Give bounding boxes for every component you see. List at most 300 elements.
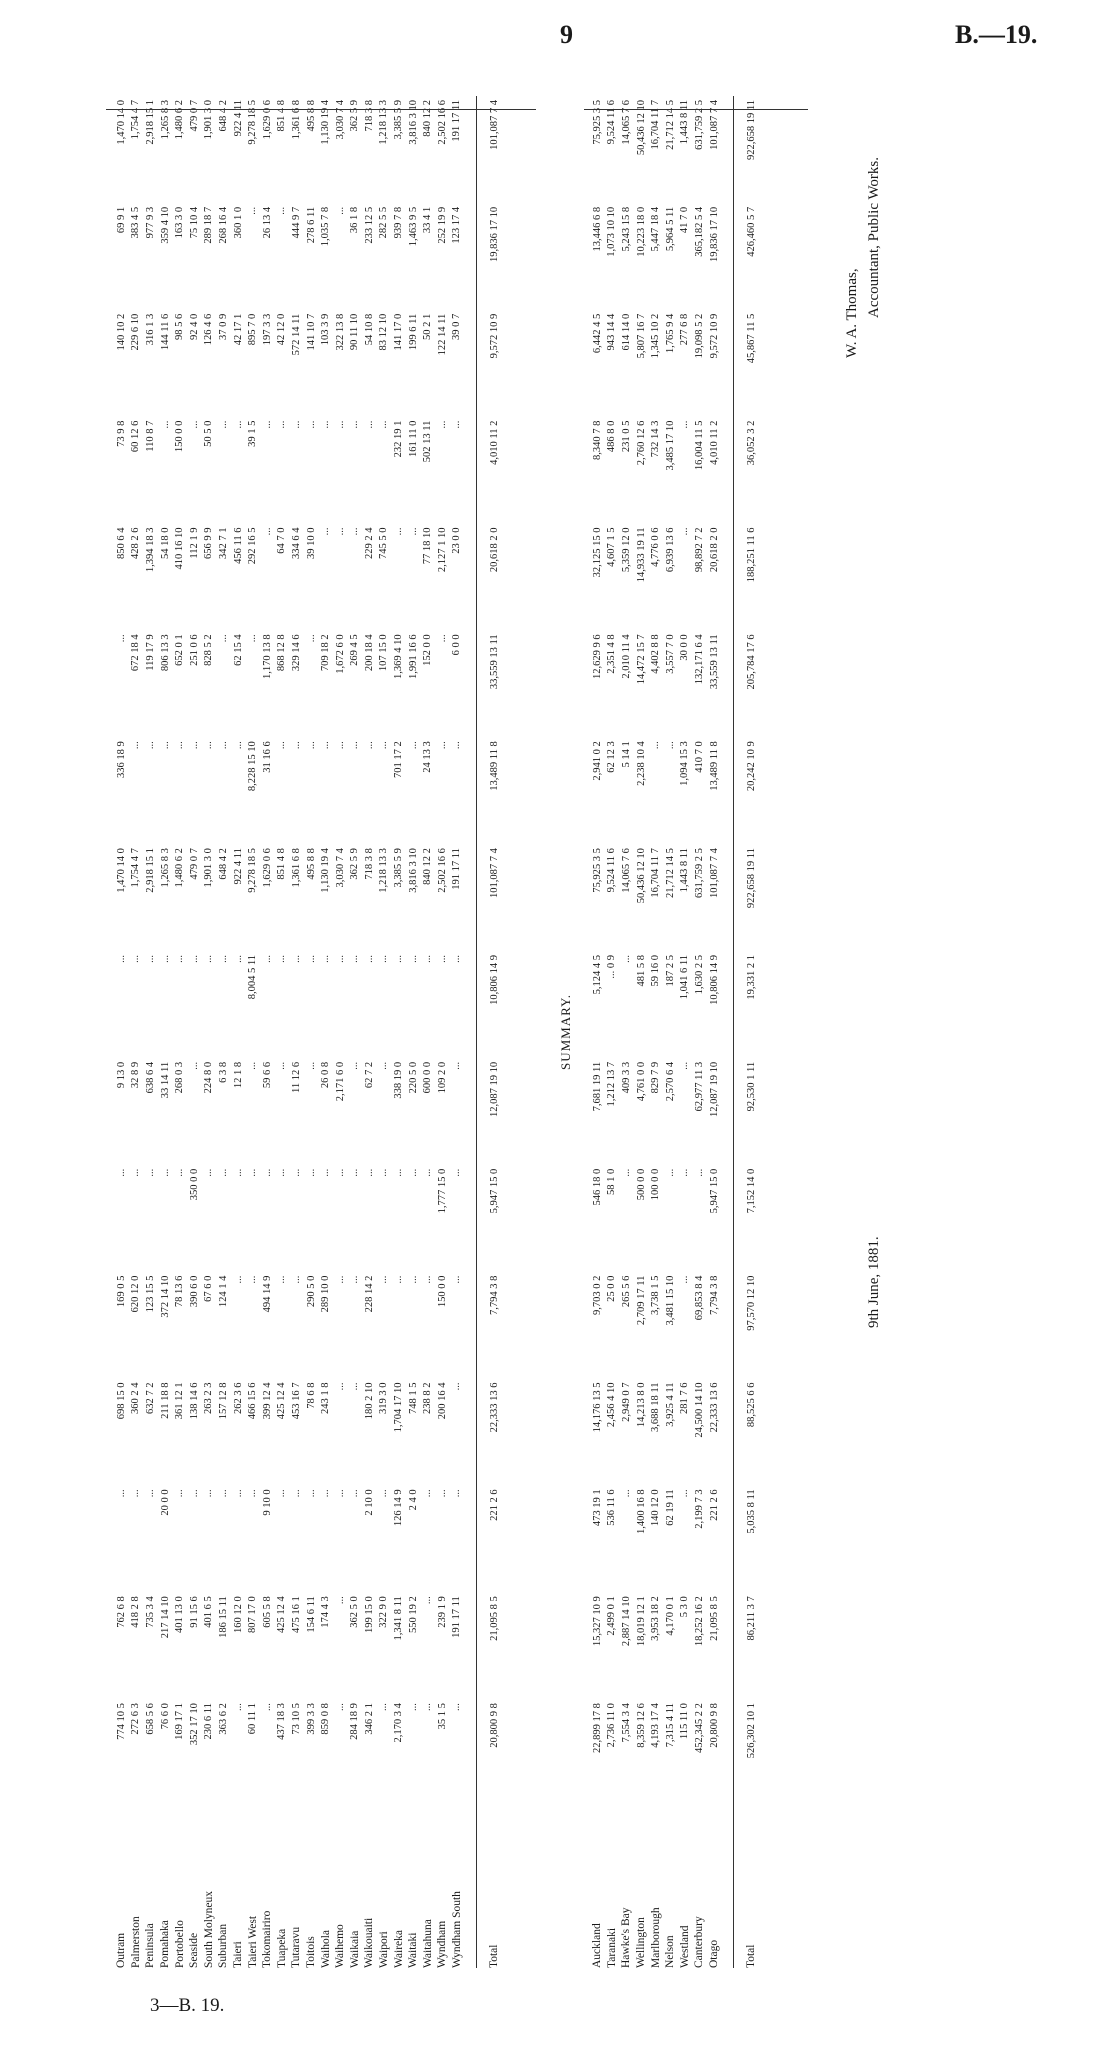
table-cell: 5,807 16 7 xyxy=(635,313,647,359)
table-cell: ... xyxy=(334,1703,346,1711)
table-cell: 73 10 5 xyxy=(290,1703,302,1735)
table-cell: 550 19 2 xyxy=(407,1596,419,1633)
table-cell: 4,010 11 2 xyxy=(488,420,500,465)
table-cell: ... xyxy=(349,955,361,963)
table-cell: ... xyxy=(422,1275,434,1284)
table-cell: 122 14 11 xyxy=(436,313,448,356)
page-reference: B.—19. xyxy=(955,20,1038,49)
table-cell: 98 5 6 xyxy=(174,313,186,340)
table-cell: 851 4 8 xyxy=(276,848,288,880)
table-cell: ... xyxy=(664,1168,676,1177)
table-cell: 939 7 8 xyxy=(393,206,405,239)
district-row xyxy=(420,96,435,1968)
table-cell: 191 17 11 xyxy=(451,848,463,890)
summary-row xyxy=(605,96,620,1968)
table-cell: ... xyxy=(378,955,390,963)
table-cell: 2,918 15 1 xyxy=(144,100,156,145)
district-row xyxy=(260,96,275,1968)
table-cell: 6 0 0 xyxy=(451,634,463,656)
table-cell: 3,030 7 4 xyxy=(334,848,346,888)
table-cell: 1,991 16 6 xyxy=(407,634,419,679)
row-label: Waitaki xyxy=(407,1932,420,1968)
table-cell: 4,193 17 4 xyxy=(650,1703,662,1748)
table-cell: 2,199 7 3 xyxy=(693,1489,705,1529)
table-cell: 418 2 8 xyxy=(130,1596,142,1628)
table-cell: 92 4 0 xyxy=(188,313,200,340)
table-cell: 709 18 2 xyxy=(320,634,332,672)
table-cell: 2,499 0 1 xyxy=(606,1596,618,1636)
district-row xyxy=(406,96,421,1968)
table-cell: 31 16 6 xyxy=(261,741,273,773)
table-cell: ... xyxy=(664,741,676,750)
table-cell: 428 2 6 xyxy=(130,527,142,559)
table-cell: 350 0 0 xyxy=(188,1168,200,1201)
table-cell: 437 18 3 xyxy=(276,1703,288,1740)
table-cell: 828 5 2 xyxy=(203,634,215,666)
table-cell: ... xyxy=(320,1168,332,1177)
table-cell: 546 18 0 xyxy=(591,1168,603,1206)
table-cell: ... xyxy=(679,420,691,429)
page-number: 9 xyxy=(560,20,573,49)
table-cell: 26 0 8 xyxy=(320,1061,332,1089)
table-cell: 7,794 3 8 xyxy=(488,1275,500,1315)
table-cell: 39 0 7 xyxy=(451,313,463,340)
table-cell: ... xyxy=(217,1168,229,1177)
table-cell: ... xyxy=(334,955,346,963)
table-cell: 50 5 0 xyxy=(203,420,215,447)
table-cell: 13,489 11 8 xyxy=(708,741,720,791)
table-cell: 6,442 4 5 xyxy=(591,313,603,354)
table-cell: 473 19 1 xyxy=(591,1489,603,1527)
row-label: South Molyneux xyxy=(202,1891,215,1968)
table-cell: 648 4 2 xyxy=(217,848,229,880)
table-cell: 322 9 0 xyxy=(378,1596,390,1628)
table-cell: ... xyxy=(159,420,171,429)
row-label: Waireka xyxy=(392,1929,405,1968)
rotated-page xyxy=(96,96,1006,1968)
table-cell: 109 2 0 xyxy=(436,1061,448,1094)
table-cell: ... xyxy=(422,1489,434,1498)
table-cell: 229 6 10 xyxy=(130,313,142,351)
district-row xyxy=(129,96,144,1968)
table-cell: ... xyxy=(349,1168,361,1177)
table-cell: 620 12 0 xyxy=(130,1275,142,1313)
table-cell: 14,472 15 7 xyxy=(635,634,647,685)
table-cell: 101,087 7 4 xyxy=(488,848,500,898)
table-cell: ... xyxy=(174,1489,186,1498)
table-cell: ... xyxy=(247,206,259,215)
table-cell: 2,502 16 6 xyxy=(436,848,448,893)
district-row xyxy=(216,96,231,1968)
table-cell: 672 18 4 xyxy=(130,634,142,672)
table-cell: ... xyxy=(203,1489,215,1498)
table-cell: 1,218 13 3 xyxy=(378,848,390,893)
table-cell: 7,152 14 0 xyxy=(745,1168,757,1214)
table-cell: 13,446 6 8 xyxy=(591,206,603,252)
table-cell: ... xyxy=(232,1168,244,1177)
table-cell: 3,688 18 11 xyxy=(650,1382,662,1432)
table-cell: 5,447 18 4 xyxy=(650,206,662,252)
table-cell: 5 3 0 xyxy=(679,1596,691,1618)
table-cell: 4,010 11 2 xyxy=(708,420,720,465)
table-cell: ... xyxy=(159,955,171,963)
table-cell: ... xyxy=(378,1703,390,1711)
table-cell: 362 5 0 xyxy=(349,1596,361,1628)
table-cell: 1,130 19 4 xyxy=(320,848,332,893)
table-cell: 1,443 8 11 xyxy=(679,848,691,893)
table-cell: 322 13 8 xyxy=(334,313,346,351)
table-cell: ... xyxy=(422,1596,434,1605)
table-cell: 229 2 4 xyxy=(363,527,375,559)
table-cell: 9,524 11 6 xyxy=(606,100,618,145)
table-cell: 1,470 14 0 xyxy=(115,100,127,145)
row-label: Pomahaka xyxy=(159,1920,172,1968)
table-cell: 272 6 3 xyxy=(130,1703,142,1735)
table-cell: ... xyxy=(436,634,448,643)
table-cell: 456 11 6 xyxy=(232,527,244,564)
table-cell: ... xyxy=(305,1168,317,1177)
table-cell: 475 16 1 xyxy=(290,1596,302,1633)
table-cell: 3,738 1 5 xyxy=(650,1275,662,1315)
district-row xyxy=(187,96,202,1968)
table-cell: 39 10 0 xyxy=(305,527,317,559)
table-cell: 9,703 0 2 xyxy=(591,1275,603,1315)
table-cell: 238 8 2 xyxy=(422,1382,434,1414)
table-cell: 54 10 8 xyxy=(363,313,375,346)
table-cell: ... xyxy=(679,1489,691,1498)
table-cell: ... xyxy=(334,1489,346,1498)
table-cell: 37 0 9 xyxy=(217,313,229,340)
row-label: Total xyxy=(745,1944,758,1968)
table-cell: 10,223 18 0 xyxy=(635,206,647,257)
table-cell: 231 0 5 xyxy=(620,420,632,453)
table-cell: 126 4 6 xyxy=(203,313,215,346)
table-cell: 346 2 1 xyxy=(363,1703,375,1735)
table-cell: 605 5 8 xyxy=(261,1596,273,1628)
table-cell: 45,867 11 5 xyxy=(745,313,757,364)
table-cell: 115 11 0 xyxy=(679,1703,691,1740)
table-cell: ... xyxy=(422,1703,434,1711)
table-cell: ... xyxy=(349,1382,361,1391)
table-cell: 21,712 14 5 xyxy=(664,848,676,898)
table-cell: 701 17 2 xyxy=(393,741,405,778)
table-cell: 18,252 16 2 xyxy=(693,1596,705,1647)
table-cell: ... xyxy=(451,1168,463,1177)
table-cell: 479 0 7 xyxy=(188,848,200,880)
table-cell: 2,127 1 10 xyxy=(436,527,448,573)
table-cell: ... xyxy=(276,206,288,215)
table-cell: 1,480 6 2 xyxy=(174,848,186,888)
table-cell: 62 12 3 xyxy=(606,741,618,773)
table-cell: 2,010 11 4 xyxy=(620,634,632,679)
table-cell: 50,436 12 10 xyxy=(635,100,647,156)
table-cell: 1,672 6 0 xyxy=(334,634,346,674)
table-cell: 21,712 14 5 xyxy=(664,100,676,150)
row-label: Hawke's Bay xyxy=(620,1907,633,1968)
row-label: Wellington xyxy=(635,1917,648,1968)
table-cell: 19,331 2 1 xyxy=(745,955,757,1000)
table-cell: 123 15 5 xyxy=(144,1275,156,1313)
table-cell: 60 11 1 xyxy=(247,1703,259,1735)
district-row xyxy=(348,96,363,1968)
table-cell: 26 13 4 xyxy=(261,206,273,239)
table-cell: 807 17 0 xyxy=(247,1596,259,1633)
table-cell: 30 0 0 xyxy=(679,634,691,661)
table-cell: ... xyxy=(378,1061,390,1070)
table-cell: ... xyxy=(232,1489,244,1498)
table-cell: 600 0 0 xyxy=(422,1061,434,1094)
district-row xyxy=(391,96,406,1968)
table-cell: ... xyxy=(217,1489,229,1498)
table-cell: 119 17 9 xyxy=(144,634,156,671)
table-cell: 859 0 8 xyxy=(320,1703,332,1735)
summary-total-row xyxy=(733,96,762,1968)
table-cell: ... xyxy=(188,1489,200,1498)
row-label: Tutaravu xyxy=(290,1926,303,1968)
table-cell: ... xyxy=(334,527,346,536)
table-cell: 383 4 5 xyxy=(130,206,142,239)
table-cell: 1,218 13 3 xyxy=(378,100,390,145)
table-cell: 1,265 8 3 xyxy=(159,100,171,140)
table-cell: 745 5 0 xyxy=(378,527,390,559)
table-cell: ... xyxy=(261,420,273,429)
table-cell: 62 7 2 xyxy=(363,1061,375,1089)
table-cell: 20 0 0 xyxy=(159,1489,171,1516)
table-cell: ... xyxy=(276,1168,288,1177)
table-cell: 78 13 6 xyxy=(174,1275,186,1308)
table-cell: 9 10 0 xyxy=(261,1489,273,1516)
table-cell: 4,607 1 5 xyxy=(606,527,618,567)
table-cell: ... xyxy=(261,1168,273,1177)
table-cell: ... xyxy=(188,955,200,963)
table-cell: 494 14 9 xyxy=(261,1275,273,1313)
table-cell: ... xyxy=(320,527,332,536)
table-cell: 289 18 7 xyxy=(203,206,215,244)
table-cell: 268 16 4 xyxy=(217,206,229,244)
row-label: Taranaki xyxy=(605,1927,618,1968)
table-cell: ... xyxy=(451,1489,463,1498)
table-cell: 42 17 1 xyxy=(232,313,244,346)
table-cell: ... xyxy=(247,1275,259,1284)
district-row xyxy=(245,96,260,1968)
table-cell: 1,341 8 11 xyxy=(393,1596,405,1641)
table-cell: 39 1 5 xyxy=(247,420,259,447)
table-cell: 3,925 4 11 xyxy=(664,1382,676,1427)
table-cell: 9,278 18 5 xyxy=(247,100,259,145)
table-cell: ... xyxy=(334,1168,346,1177)
table-cell: 197 3 3 xyxy=(261,313,273,346)
table-cell: ... xyxy=(276,741,288,750)
table-cell: 90 11 10 xyxy=(349,313,361,351)
table-cell: 7,554 3 4 xyxy=(620,1703,632,1743)
summary-table xyxy=(590,96,762,1968)
table-cell: 14,065 7 6 xyxy=(620,100,632,145)
table-cell: 8,340 7 8 xyxy=(591,420,603,460)
table-cell: 14,933 19 11 xyxy=(635,527,647,583)
table-cell: 8,359 12 6 xyxy=(635,1703,647,1748)
table-cell: 16,704 11 7 xyxy=(650,848,662,898)
table-cell: 1,754 4 7 xyxy=(130,100,142,140)
table-cell: 150 0 0 xyxy=(436,1275,448,1308)
footer-date: 9th June, 1881. xyxy=(866,1236,882,1328)
table-cell: 221 2 6 xyxy=(488,1489,500,1521)
table-cell: 399 12 4 xyxy=(261,1382,273,1420)
district-total-row xyxy=(476,96,505,1968)
table-cell: 243 1 8 xyxy=(320,1382,332,1414)
summary-row xyxy=(648,96,663,1968)
table-cell: 3,481 15 10 xyxy=(664,1275,676,1326)
table-cell: ... xyxy=(247,1168,259,1177)
district-row xyxy=(172,96,187,1968)
table-cell: 13,489 11 8 xyxy=(488,741,500,791)
table-cell: 59 16 0 xyxy=(650,955,662,987)
table-cell: 58 1 0 xyxy=(606,1168,618,1195)
table-cell: 338 19 0 xyxy=(393,1061,405,1099)
table-cell: 112 1 9 xyxy=(188,527,200,559)
footer-title: Accountant, Public Works. xyxy=(866,157,882,318)
row-label: Nelson xyxy=(664,1935,677,1968)
table-cell: ... xyxy=(393,1275,405,1284)
table-cell: 495 8 8 xyxy=(305,100,317,132)
table-cell: 2,570 6 4 xyxy=(664,1061,676,1102)
table-cell: 200 16 4 xyxy=(436,1382,448,1420)
table-cell: ... xyxy=(247,1489,259,1498)
table-cell: 205,784 17 6 xyxy=(745,634,757,690)
table-cell: 9,278 18 5 xyxy=(247,848,259,893)
table-cell: 161 11 0 xyxy=(407,420,419,457)
table-cell: 69 9 1 xyxy=(115,206,127,234)
table-cell: ... xyxy=(422,955,434,963)
district-row xyxy=(304,96,319,1968)
table-cell: 191 17 11 xyxy=(451,100,463,142)
table-cell: 199 6 11 xyxy=(407,313,419,351)
table-cell: 21,095 8 5 xyxy=(488,1596,500,1641)
table-cell: 220 5 0 xyxy=(407,1061,419,1094)
table-cell: 33 14 11 xyxy=(159,1061,171,1099)
table-cell: 144 11 6 xyxy=(159,313,171,351)
table-cell: 20,618 2 0 xyxy=(708,527,720,573)
table-cell: 20,242 10 9 xyxy=(745,741,757,792)
row-label: Peninsula xyxy=(144,1923,157,1968)
table-cell: 200 18 4 xyxy=(363,634,375,672)
table-cell: 138 14 6 xyxy=(188,1382,200,1420)
table-cell: 20,618 2 0 xyxy=(488,527,500,573)
table-cell: 36 1 8 xyxy=(349,206,361,234)
table-cell: 1,629 0 6 xyxy=(261,848,273,888)
table-cell: 277 6 8 xyxy=(679,313,691,346)
table-cell: ... xyxy=(393,955,405,963)
table-cell: 1,130 19 4 xyxy=(320,100,332,145)
row-label: Waipori xyxy=(377,1931,390,1968)
table-cell: ... xyxy=(115,1489,127,1498)
table-cell: 8,004 5 11 xyxy=(247,955,259,1000)
table-cell: 1,361 6 8 xyxy=(290,848,302,888)
table-cell: 77 18 10 xyxy=(422,527,434,565)
table-cell: 658 5 6 xyxy=(144,1703,156,1735)
table-cell: 840 12 2 xyxy=(422,848,434,885)
table-cell: 2,171 6 0 xyxy=(334,1061,346,1102)
table-cell: 60 12 6 xyxy=(130,420,142,453)
table-cell: 18,019 12 1 xyxy=(635,1596,647,1647)
table-cell: ... xyxy=(378,1489,390,1498)
table-cell: ... xyxy=(407,741,419,750)
table-cell: 19,836 17 10 xyxy=(488,206,500,262)
table-cell: 169 0 5 xyxy=(115,1275,127,1308)
table-cell: 163 3 0 xyxy=(174,206,186,239)
summary-row xyxy=(678,96,693,1968)
table-cell: 452,345 2 2 xyxy=(693,1703,705,1753)
table-cell: 22,899 17 8 xyxy=(591,1703,603,1753)
table-cell: ... xyxy=(334,1596,346,1605)
table-cell: ... xyxy=(620,955,632,963)
district-row xyxy=(450,96,465,1968)
row-label: Suburban xyxy=(217,1923,230,1968)
table-cell: 9,572 10 9 xyxy=(488,313,500,359)
table-cell: 32,125 15 0 xyxy=(591,527,603,578)
table-cell: ... xyxy=(290,1275,302,1284)
table-cell: 1,394 18 3 xyxy=(144,527,156,573)
table-cell: ... xyxy=(407,1275,419,1284)
table-cell: 4,170 0 1 xyxy=(664,1596,676,1636)
footer-signatory: W. A. Thomas, xyxy=(844,268,860,358)
row-label: Seaside xyxy=(188,1932,201,1968)
sheet-reference: 3—B. 19. xyxy=(150,1995,225,2016)
table-cell: 268 0 3 xyxy=(174,1061,186,1094)
table-cell: ... xyxy=(188,420,200,429)
table-cell: 42 12 0 xyxy=(276,313,288,346)
table-cell: 141 10 7 xyxy=(305,313,317,351)
table-cell: ... xyxy=(679,527,691,536)
row-label: Waikouaiti xyxy=(363,1917,376,1968)
table-cell: 1,212 13 7 xyxy=(606,1061,618,1107)
table-cell: 2,502 16 6 xyxy=(436,100,448,145)
table-cell: ... 0 9 xyxy=(606,955,618,979)
table-cell: 2,760 12 6 xyxy=(635,420,647,466)
table-cell: ... xyxy=(436,741,448,750)
table-cell: ... xyxy=(232,420,244,429)
table-cell: ... xyxy=(451,1275,463,1284)
table-cell: 360 1 0 xyxy=(232,206,244,239)
table-cell: 14,176 13 5 xyxy=(591,1382,603,1433)
table-cell: 36,052 3 2 xyxy=(745,420,757,466)
table-cell: 50,436 12 10 xyxy=(635,848,647,904)
table-cell: ... xyxy=(305,1061,317,1070)
table-cell: 67 6 0 xyxy=(203,1275,215,1302)
table-cell: 329 14 6 xyxy=(290,634,302,672)
table-cell: 840 12 2 xyxy=(422,100,434,137)
table-cell: 7,315 4 11 xyxy=(664,1703,676,1748)
table-cell: ... xyxy=(451,955,463,963)
table-cell: ... xyxy=(334,741,346,750)
table-cell: ... xyxy=(451,1382,463,1391)
table-cell: ... xyxy=(144,1489,156,1498)
table-cell: 868 12 8 xyxy=(276,634,288,672)
table-cell: 352 17 10 xyxy=(188,1703,200,1746)
table-cell: ... xyxy=(305,741,317,750)
table-cell: ... xyxy=(115,955,127,963)
table-cell: 21,095 8 5 xyxy=(708,1596,720,1641)
table-cell: ... xyxy=(290,1489,302,1498)
table-cell: 495 8 8 xyxy=(305,848,317,880)
table-cell: 10,806 14 9 xyxy=(708,955,720,1005)
table-cell: 732 14 3 xyxy=(650,420,662,458)
table-cell: ... xyxy=(305,955,317,963)
table-cell: 1,170 13 8 xyxy=(261,634,273,679)
table-cell: 199 15 0 xyxy=(363,1596,375,1633)
table-cell: ... xyxy=(115,1168,127,1177)
table-cell: 362 5 9 xyxy=(349,848,361,880)
table-cell: ... xyxy=(363,420,375,429)
